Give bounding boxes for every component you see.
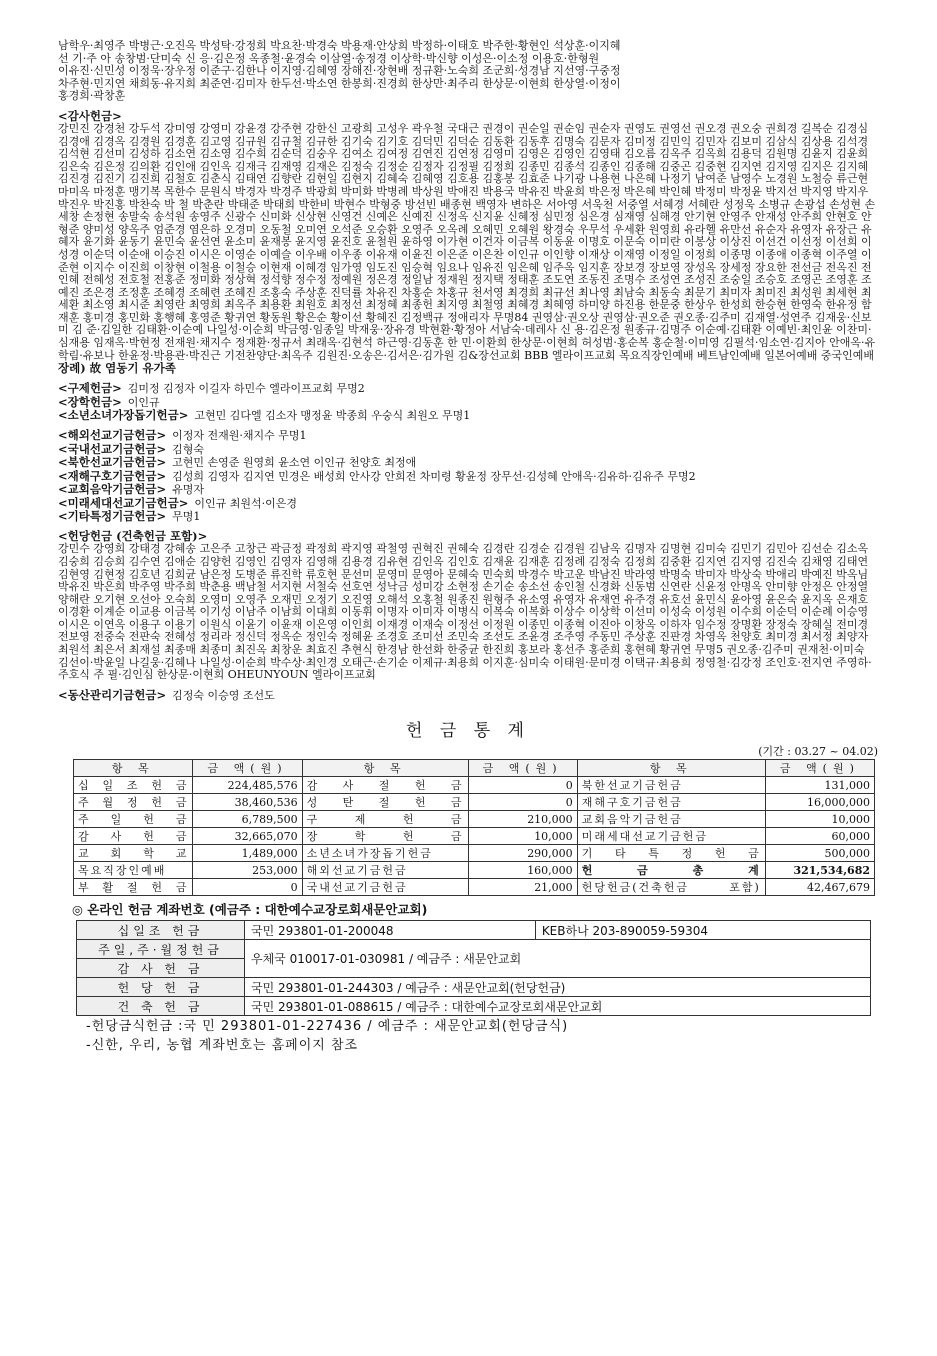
section-names: 고현민 김다엘 김소자 맹정윤 박종희 우숭식 최원오 무명1 (194, 409, 471, 423)
account-number-2: KEB하나 203-890059-59304 (535, 921, 870, 940)
section-title: <소년소녀가장돕기헌금> (58, 408, 189, 423)
section-names: 김형숙 (172, 442, 205, 456)
offering-sections (58, 110, 878, 702)
offering-section (58, 689, 878, 702)
account-note: -신한, 우리, 농협 계좌번호는 홈페이지 참조 (86, 1038, 359, 1054)
stats-item: 북한선교기금헌금 (577, 777, 765, 794)
offering-section (58, 396, 878, 409)
stats-item: 주 일 헌 금 (74, 811, 193, 828)
offering-section (58, 510, 878, 523)
stats-header-cell: 항 목 (74, 760, 193, 777)
intro-line: 선 기·주 아 송창범·단미숙 신 응·김은정 옥종철·윤경숙 이삼열·송정경 이상학·박신향 이성은·이소정 이용호·한형원 (58, 51, 600, 65)
stats-amount: 6,789,500 (193, 811, 302, 828)
stats-amount: 0 (468, 794, 577, 811)
stats-item: 교회음악기금헌금 (577, 811, 765, 828)
section-names: 강민수 강영희 강태경 강혜송 고은주 고창근 곽금정 곽정희 곽지영 곽철영 권혁진 권혜숙 김경란 김경순 김경원 김남옥 김명자 김명현 김미숙 김민기 김민아 김선순 김소옥 김숭희 김승희 김수연 김애순 김양헌 김영인 김영자 김영해 김용경 김유현 김인옥 김인호 김재윤 김재훈 김정례 김정숙 김정희 김중환 김지연 김지영 김진숙 김채영 김태연 김현영 김현정 김호년 김희균 남은정 도병준 류진학 류호현 문선미 문영미 문영아 문혜숙 민숙희 박경수 박고운 박남진 박라영 박명숙 박미자 박상숙 박애리 박예진 박옥님 박유진 박은희 박주영 박주희 박춘용 백남철 서지현 서철숙 선호연 성낙금 성미강 소현정 손기순 송소선 송인철 신경화 신동범 신연란 신윤정 안명옥 안미향 안정은 안정열 양해란 오기현 오선아 오숙희 오영미 오영주 오재민 오정기 오진영 오해석 오홍철 원종진 원형주 유소영 유영자 유재연 유주경 유호선 윤민식 윤아영 윤은숙 윤지옥 은재호 이경환 이계순 이교용 이금복 이기성 이남주 이남희 이대희 이동휘 이명자 이미자 이병식 이복숙 이복화 이상수 이상학 이선미 이성숙 이성원 이수희 이순덕 이순례 이승영 이시은 이연옥 이용구 이용기 이원식 이윤기 이윤재 이은영 이인희 이재경 이재숙 이정선 이정원 이종민 이종혁 이진아 이창옥 이하자 임수정 장명환 장정숙 장혜실 전미경 전보영 전중숙 전판숙 전혜성 정리라 정신덕 정옥순 정인숙 정혜윤 조경호 조미선 조민숙 조선도 조윤경 조주영 주동민 주상훈 진판경 차영옥 천양호 최미경 최서정 최양자 최원석 최은서 최재설 최종매 최종미 최진옥 최창운 최효진 추현식 한경남 한선화 한중균 한진희 홍보라 홍선주 홍준희 홍현혜 황귀연 무명5 권오종·김주미 권재천·이미숙 김선이·박윤일 나길웅·김혜나 나일성·이순희 박수상·최인경 오태근·손기순 이제규·최용희 이지훈·심미숙 이태원·문미경 이택규·최용희 정영철·김강정 조인호·전지연 주영하·주호식 주 필·김인심 한상문·이현희 OHEUNYOUN 엘라이프교회 (58, 542, 872, 682)
section-names: 이인규 (127, 395, 160, 409)
stats-item: 감 사 헌 금 (74, 828, 193, 845)
stats-amount: 131,000 (765, 777, 874, 794)
stats-item: 구 제 헌 금 (302, 811, 468, 828)
stats-item: 감 사 절 헌 금 (302, 777, 468, 794)
stats-item: 목요직장인예배 (74, 862, 193, 879)
accounts-notes (58, 1018, 878, 1054)
stats-amount: 10,000 (468, 828, 577, 845)
section-title: <동산관리기금헌금> (58, 687, 167, 702)
section-names: 김정숙 이승영 조선도 (172, 688, 275, 702)
stats-item: 십 일 조 헌 금 (74, 777, 193, 794)
stats-amount: 38,460,536 (193, 794, 302, 811)
account-row (77, 921, 871, 940)
stats-row (74, 828, 875, 845)
stats-item: 재해구호기금헌금 (577, 794, 765, 811)
section-title: <장학헌금> (58, 394, 122, 409)
offering-stats-table (73, 759, 875, 896)
stats-item: 헌 금 총 계 (577, 862, 765, 879)
stats-row (74, 879, 875, 896)
stats-row (74, 862, 875, 879)
offering-section (58, 409, 878, 422)
stats-item: 헌당헌금(건축헌금 포함) (577, 879, 765, 896)
stats-title: 헌 금 통 계 (406, 721, 530, 742)
section-title: <헌당헌금 (건축헌금 포함)> (58, 529, 208, 544)
stats-amount: 500,000 (765, 845, 874, 862)
stats-item: 장 학 헌 금 (302, 828, 468, 845)
stats-amount: 253,000 (193, 862, 302, 879)
offering-section (58, 497, 878, 510)
offering-section (58, 456, 878, 469)
stats-header-cell: 금 액(원) (468, 760, 577, 777)
account-number: 국민 293801-01-244303 / 예금주 : 새문안교회(헌당헌금) (245, 978, 871, 997)
stats-amount: 224,485,576 (193, 777, 302, 794)
offering-section (58, 382, 878, 395)
stats-row (74, 777, 875, 794)
stats-item: 성 탄 절 헌 금 (302, 794, 468, 811)
stats-item: 주 월 정 헌 금 (74, 794, 193, 811)
section-names: 이정자 전재원·채지수 무명1 (172, 429, 307, 443)
account-row (77, 997, 871, 1016)
account-number: 우체국 010017-01-030981 / 예금주 : 새문안교회 (245, 940, 871, 978)
stats-amount: 0 (468, 777, 577, 794)
offering-section (58, 470, 878, 483)
offering-section (58, 443, 878, 456)
section-title: <교회음악기금헌금> (58, 482, 167, 497)
section-tail: 장례) 故 염동기 유가족 (58, 361, 176, 376)
section-names: 강민진 강경천 강두석 강미영 강영미 강윤경 강주현 강한신 고광희 고성우 곽우철 국대근 권경이 권순일 권순임 권순자 권영도 권영선 권오경 권오숭 권희경 길복순 김경심 김경애 김경옥 김경원 김경훈 김고영 김규원 김규철 김규한 김기숙 김기호 김덕민 김덕순 김동환 김동후 김명숙 김문자 김미정 김민익 김민자 김보미 김삼식 김상용 김석경 김석현 김선미 김성하 김소연 김소영 김수희 김순덕 김숭우 김여소 김여정 김연진 김연정 김영미 김영은 김영인 김영태 김오름 김옥주 김옥희 김용덕 김원명 김윤지 김윤희 김은숙 김은정 김의환 김인애 김인옥 김재극 김재영 김재은 김정숙 김정순 김정자 김정필 김정희 김종민 김종석 김종인 김종해 김중곤 김중현 김지연 김지영 김지은 김지혜 김진경 김진기 김진희 김철호 김춘식 김태연 김향란 김현일 김현지 김혜숙 김혜영 김호용 김홍봉 김효준 나기광 나용현 나은혜 나정기 남여준 남영수 노경원 노철승 류근현 마미옥 마정훈 맹기복 목한수 문원식 박경자 박경주 박광희 박미화 박병례 박상원 박애진 박용국 박유진 박윤희 박은정 박은혜 박인혜 박정미 박정윤 박지선 박지영 박지우 박진우 박진홍 박찬숙 박 철 박춘란 박태준 박태희 박한비 박현수 박형중 방선빈 배종현 백영자 변하은 서아영 서욱천 서중열 서혜경 서혜란 성정욱 소병규 손광섭 손성현 손세창 손정현 송말숙 송석원 송영주 신광수 신미화 신상현 신영건 신예은 신예진 신정옥 신지윤 신혜정 심민정 심은경 심재영 심해경 안기현 안영주 안재성 안주희 안현호 안형준 양미성 양옥주 엄준경 염은하 오경미 오동철 오미연 오석준 오승환 오영주 오옥례 오혜민 오혜원 왕경숙 우무석 우세환 원영희 유라헬 유만선 유순자 유영자 유장근 유혜자 윤기화 윤동기 윤민숙 윤선연 윤소미 윤재봉 윤지영 윤진호 윤철원 윤하영 이가현 이건자 이금복 이동윤 이명호 이문숙 이미란 이봉상 이상진 이선건 이선정 이선희 이성경 이순덕 이순애 이승진 이시은 이영순 이예슬 이우배 이우종 이유재 이윤진 이은준 이은찬 이인규 이인향 이재상 이재영 이정일 이정희 이종명 이종애 이종혁 이주열 이준현 이지수 이진희 이창현 이철용 이철승 이현재 이혜경 임가영 임도진 임승혁 임요나 임유진 임은혜 임주옥 임지훈 장보경 장보영 장성옥 장세정 장요한 전선금 전옥진 전인혜 전혜성 전호철 전홍준 정미화 정상혁 정석향 정수정 정예원 정은경 정일남 정재원 정지택 정태훈 조도연 조동진 조명수 조성연 조성진 조숭일 조승호 조영곤 조영훈 조예진 조은경 조정훈 조혜경 조혜련 조혜진 조홍숙 주상훈 진덕률 차유진 차홍순 차홍규 천서영 최경희 최규선 최나영 최남숙 최동숙 최문기 최미자 최미진 최성원 최세현 최세환 최소영 최시준 최영란 최영희 최옥주 최용환 최원호 최정선 최정혜 최종헌 최지영 최철영 최혜경 최혜영 하미양 하진용 한문중 한상우 한성희 한승현 한영숙 한유정 함재훈 홍미경 홍민화 홍행혜 홍영준 황귀연 황동원 황은순 황이선 황혜진 김정백규 정애리자 무명84 권영삼·권오상 권영삼·권오준 권오종·김주미 김재열·성연주 김재웅·신보미 김 준·김일한 김태환·이순예 나일성·이순희 박금영·임종일 박재웅·장유경 박현환·황정아 서남숙·데레사 신 용·김은정 원종규·김명주 이순예·김태환 이예빈·최인윤 이찬미·심재용 임재옥·박현정 전재원·채지수 정재환·정규서 최래옥·김현석 하근영·김동훈 한 민·이환희 한상문·이현희 허성범·홍순복 홍순철·이미영 김필석·임소연·김지아 안애옥·유학림·유보나 한윤정·박용관·박진근 기전찬양단·최옥주 김원진·오송은·김서은·김가원 김&장선교회 BBB 엘라이프교회 목요직장인예배 베트남인예배 일본어예배 중국인예배 (58, 121, 876, 362)
section-title: <재해구호기금헌금> (58, 468, 167, 483)
stats-amount: 210,000 (468, 811, 577, 828)
account-label: 건 축 헌 금 (77, 997, 245, 1016)
intro-line: 차주현·민지연 채희동·유지희 최준연·김미자 한두선·박소연 한봉희·진경희 한상만·최주리 한상문·이현희 한상열·이정이 (58, 76, 621, 90)
offering-section (58, 483, 878, 496)
stats-header-cell: 금 액(원) (193, 760, 302, 777)
stats-amount: 321,534,682 (765, 862, 874, 879)
stats-amount: 32,665,070 (193, 828, 302, 845)
intro-line: 홍경희·곽창훈 (58, 89, 126, 103)
stats-amount: 160,000 (468, 862, 577, 879)
stats-item: 소년소녀가장돕기헌금 (302, 845, 468, 862)
account-label: 감 사 헌 금 (77, 959, 245, 978)
stats-amount: 290,000 (468, 845, 577, 862)
intro-name-list (58, 40, 878, 103)
stats-amount: 1,489,000 (193, 845, 302, 862)
stats-amount: 0 (193, 879, 302, 896)
stats-header-row (74, 760, 875, 777)
stats-header-cell: 금 액(원) (765, 760, 874, 777)
account-label: 주일,주·월정헌금 (77, 940, 245, 959)
stats-item: 해외선교기금헌금 (302, 862, 468, 879)
section-names: 유명자 (172, 483, 205, 497)
section-title: <미래세대선교기금헌금> (58, 495, 189, 510)
stats-item: 교 회 학 교 (74, 845, 193, 862)
stats-amount: 60,000 (765, 828, 874, 845)
section-title: <기타특정기금헌금> (58, 508, 167, 523)
intro-line: 남학우·최영주 박병근·오진옥 박성탁·강정희 박요찬·박경숙 박용재·안상희 박정하·이태호 박주한·황현인 석상훈·이지혜 (58, 39, 621, 52)
intro-line: 이유진·신민성 이정욱·장우정 이준구·김한나 이지영·김혜영 장해진·장현배 정규환·노숙희 조군희·성경남 지선영·구중정 (58, 64, 621, 78)
section-names: 김미정 김정자 이길자 하민수 엘라이프교회 무명2 (127, 382, 365, 396)
account-row (77, 940, 871, 959)
accounts-table (76, 920, 871, 1016)
account-note: -헌당금식헌금 :국 민 293801-01-227436 / 예금주 : 새문안교회(헌당금식) (86, 1019, 569, 1035)
section-title: <해외선교기금헌금> (58, 428, 167, 443)
stats-item: 부 활 절 헌 금 (74, 879, 193, 896)
account-row (77, 978, 871, 997)
offering-section (58, 429, 878, 442)
account-number: 국민 293801-01-088615 / 예금주 : 대한예수교장로회새문안교회 (245, 997, 871, 1016)
section-title: <구제헌금> (58, 381, 122, 396)
accounts-title: ◎ 온라인 헌금 계좌번호 (예금주 : 대한예수교장로회새문안교회) (72, 902, 428, 918)
account-label: 헌 당 헌 금 (77, 978, 245, 997)
section-title: <감사헌금> (58, 108, 122, 123)
offering-section (58, 530, 878, 682)
stats-header-cell: 항 목 (302, 760, 468, 777)
stats-header-cell: 항 목 (577, 760, 765, 777)
stats-item: 국내선교기금헌금 (302, 879, 468, 896)
offering-section (58, 110, 878, 375)
stats-item: 미래세대선교기금헌금 (577, 828, 765, 845)
section-title: <국내선교기금헌금> (58, 441, 167, 456)
section-names: 이인규 최원석·이은경 (194, 496, 298, 510)
stats-amount: 10,000 (765, 811, 874, 828)
stats-amount: 16,000,000 (765, 794, 874, 811)
stats-amount: 21,000 (468, 879, 577, 896)
stats-item: 기 타 특 정 헌 금 (577, 845, 765, 862)
stats-row (74, 845, 875, 862)
stats-period: (기간 : 03.27 ~ 04.02) (758, 745, 878, 759)
stats-row (74, 794, 875, 811)
section-names: 고현민 손영준 원영희 윤소연 이인규 천양호 최정애 (172, 456, 417, 470)
account-label: 십일조 헌금 (77, 921, 245, 940)
section-names: 무명1 (172, 509, 201, 523)
stats-row (74, 811, 875, 828)
section-title: <북한선교기금헌금> (58, 455, 167, 470)
section-names: 김성희 김영자 김지연 민경은 배성희 안사강 안희전 차미령 황윤정 장무선·김성혜 안애옥·김유하·김유주 무명2 (172, 469, 696, 483)
stats-amount: 42,467,679 (765, 879, 874, 896)
account-number: 국민 293801-01-200048 (245, 921, 536, 940)
bulletin-page (58, 40, 878, 1054)
